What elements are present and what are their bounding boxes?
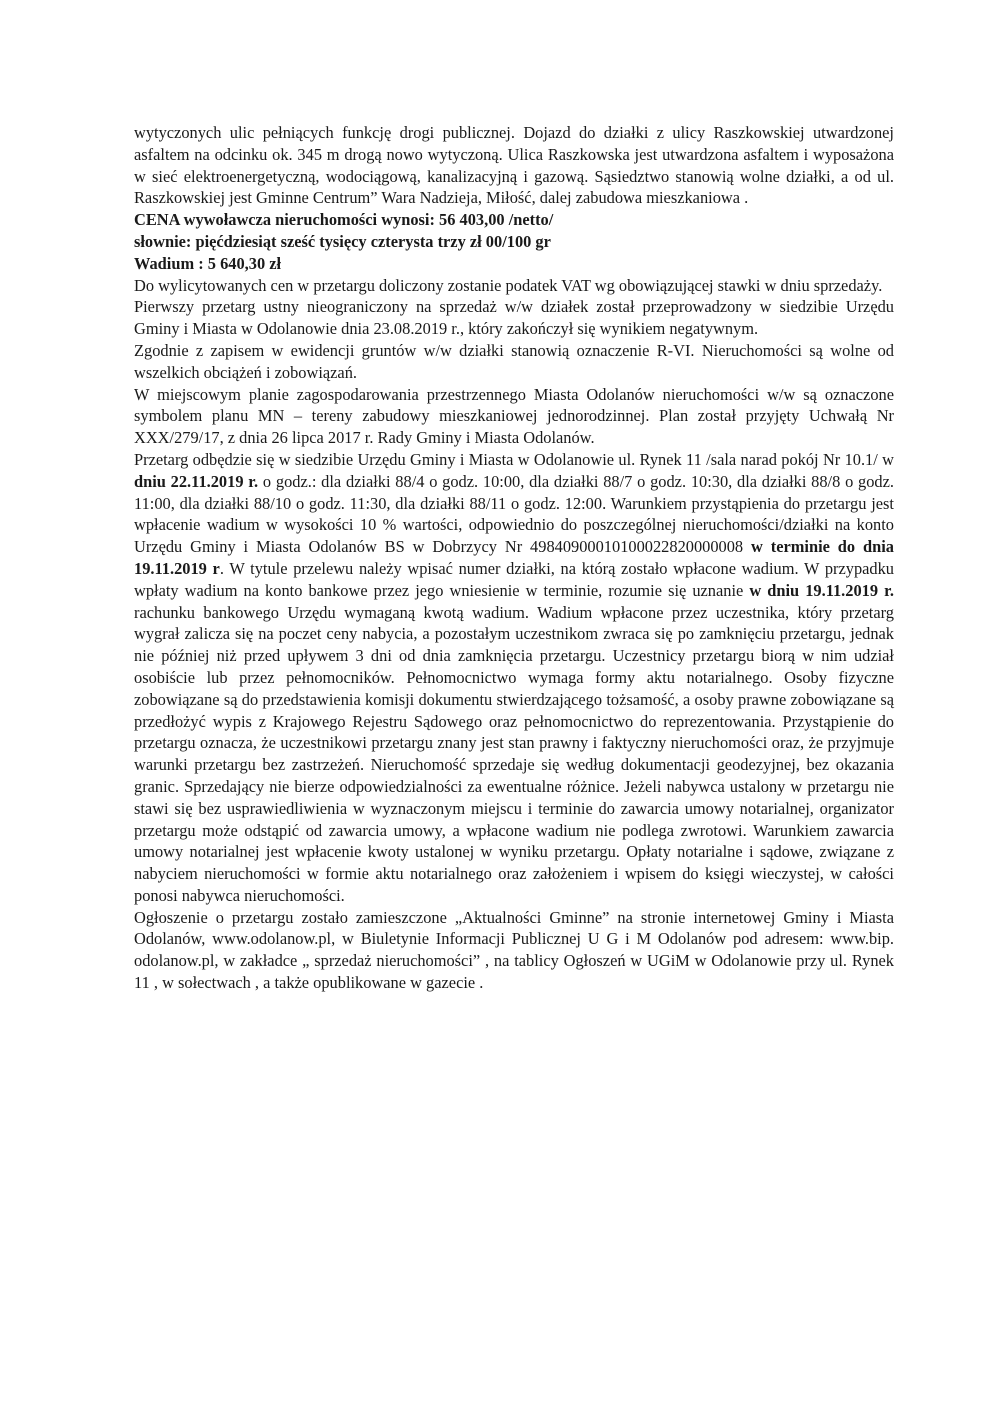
auction-date: dniu 22.11.2019 r. [134,471,259,491]
auction-text-3: . W tytule przelewu należy wpisać numer działki, na którą zostało wpłacone wadium. W przypadku wpłaty wadium na konto bankowe przez jego wniesienie w terminie, rozumie się uznanie [134,558,894,600]
location-paragraph: wytyczonych ulic pełniących funkcję drogi publicznej. Dojazd do działki z ulicy Raszkowskiej utwardzonej asfaltem na odcinku ok. 345 m drogą nowo wytyczoną. Ulica Raszkowska jest utwardzona asfaltem i wyposażona w sieć elektroenergetyczną, wodociągową, kanalizacyjną i gazową. Sąsiedztwo stanowią wolne działki, a od ul. Raszkowskiej jest Gminne Centrum” Wara Nadzieja, Miłość, dalej zabudowa mieszkaniowa . [134,123,894,208]
first-auction-paragraph: Pierwszy przetarg ustny nieograniczony na sprzedaż w/w działek został przeprowadzony w siedzibie Urzędu Gminy i Miasta w Odolanowie dnia 23.08.2019 r., który zakończył się wynikiem negatywnym. [134,297,894,339]
land-records-paragraph: Zgodnie z zapisem w ewidencji gruntów w/w działki stanowią oznaczenie R-VI. Nieruchomości są wolne od wszelkich obciążeń i zobowiązań. [134,340,894,382]
document-body [134,122,894,994]
deposit-amount: Wadium : 5 640,30 zł [134,253,282,273]
vat-paragraph: Do wylicytowanych cen w przetargu doliczony zostanie podatek VAT wg obowiązującej stawki w dniu sprzedaży. [134,275,883,295]
auction-text-1: Przetarg odbędzie się w siedzibie Urzędu Gminy i Miasta w Odolanowie ul. Rynek 11 /sala narad pokój Nr 10.1/ w [134,449,894,469]
deposit-credit-date: w dniu 19.11.2019 r. [749,580,894,600]
announcement-paragraph: Ogłoszenie o przetargu zostało zamieszczone „Aktualności Gminne” na stronie internetowej Gminy i Miasta Odolanów, www.odolanow.pl, w Biuletynie Informacji Publicznej U G i M Odolanów pod adresem: www.bip. odolanow.pl, w zakładce „ sprzedaż nieruchomości” , na tablicy Ogłoszeń w UGiM w Odolanowie przy ul. Rynek 11 , w sołectwach , a także opublikowane w gazecie . [134,907,894,993]
auction-terms-paragraph [134,449,894,907]
zoning-plan-paragraph: W miejscowym planie zagospodarowania przestrzennego Miasta Odolanów nieruchomości w/w są oznaczone symbolem planu MN – tereny zabudowy mieszkaniowej jednorodzinnej. Plan został przyjęty Uchwałą Nr XXX/279/17, z dnia 26 lipca 2017 r. Rady Gminy i Miasta Odolanów. [134,384,894,448]
deposit-deadline: w terminie do dnia 19.11.2019 r [134,537,894,578]
starting-price: CENA wywoławcza nieruchomości wynosi: 56 403,00 /netto/ [134,210,554,230]
auction-text-4: rachunku bankowego Urzędu wymaganą kwotą wadium. Wadium wpłacone przez uczestnika, który przetarg wygrał zalicza się na poczet ceny nabycia, a pozostałym uczestnikom zwraca się po zamknięciu przetargu, jednak nie później niż przed upływem 3 dni od dnia zamknięcia przetargu. Uczestnicy przetargu biorą w nim udział osobiście lub przez pełnomocników. Pełnomocnictwo wymaga formy aktu notarialnego. Osoby fizyczne zobowiązane są do przedstawienia komisji dokumentu stwierdzającego tożsamość, a osoby prawne zobowiązane są przedłożyć wypis z Krajowego Rejestru Sądowego oraz pełnomocnictwo do reprezentowania. Przystąpienie do przetargu oznacza, że uczestnikowi przetargu znany jest stan prawny i faktyczny nieruchomości oraz, że przyjmuje warunki przetargu bez zastrzeżeń. Nieruchomość sprzedaje się według dokumentacji geodezyjnej, bez okazania granic. Sprzedający nie bierze odpowiedzialności za ewentualne różnice. Jeżeli nabywca ustalony w przetargu nie stawi się bez usprawiedliwienia w wyznaczonym miejscu i terminie do zawarcia umowy notarialnej, organizator przetargu może odstąpić od zawarcia umowy, a wpłacone wadium nie podlega zwrotowi. Warunkiem zawarcia umowy notarialnej jest wpłacenie kwoty ustalonej w wyniku przetargu. Opłaty notarialne i sądowe, związane z nabyciem nieruchomości w formie aktu notarialnego oraz założeniem i wpisem do księgi wieczystej, w całości ponosi nabywca nieruchomości. [134,602,894,905]
auction-text-2: o godz.: dla działki 88/4 o godz. 10:00, dla działki 88/7 o godz. 10:30, dla działki 88/8 o godz. 11:00, dla działki 88/10 o godz. 11:30, dla działki 88/11 o godz. 12:00. Warunkiem przystąpienia do przetargu jest wpłacenie wadium w wysokości 10 % wartości, odpowiednio do poszczególnej nieruchomości/działki na konto Urzędu Gminy i Miasta Odolanów BS w Dobrzycy Nr 49840900010100022820000008 [134,471,894,557]
price-in-words: słownie: pięćdziesiąt sześć tysięcy czterysta trzy zł 00/100 gr [134,231,551,251]
